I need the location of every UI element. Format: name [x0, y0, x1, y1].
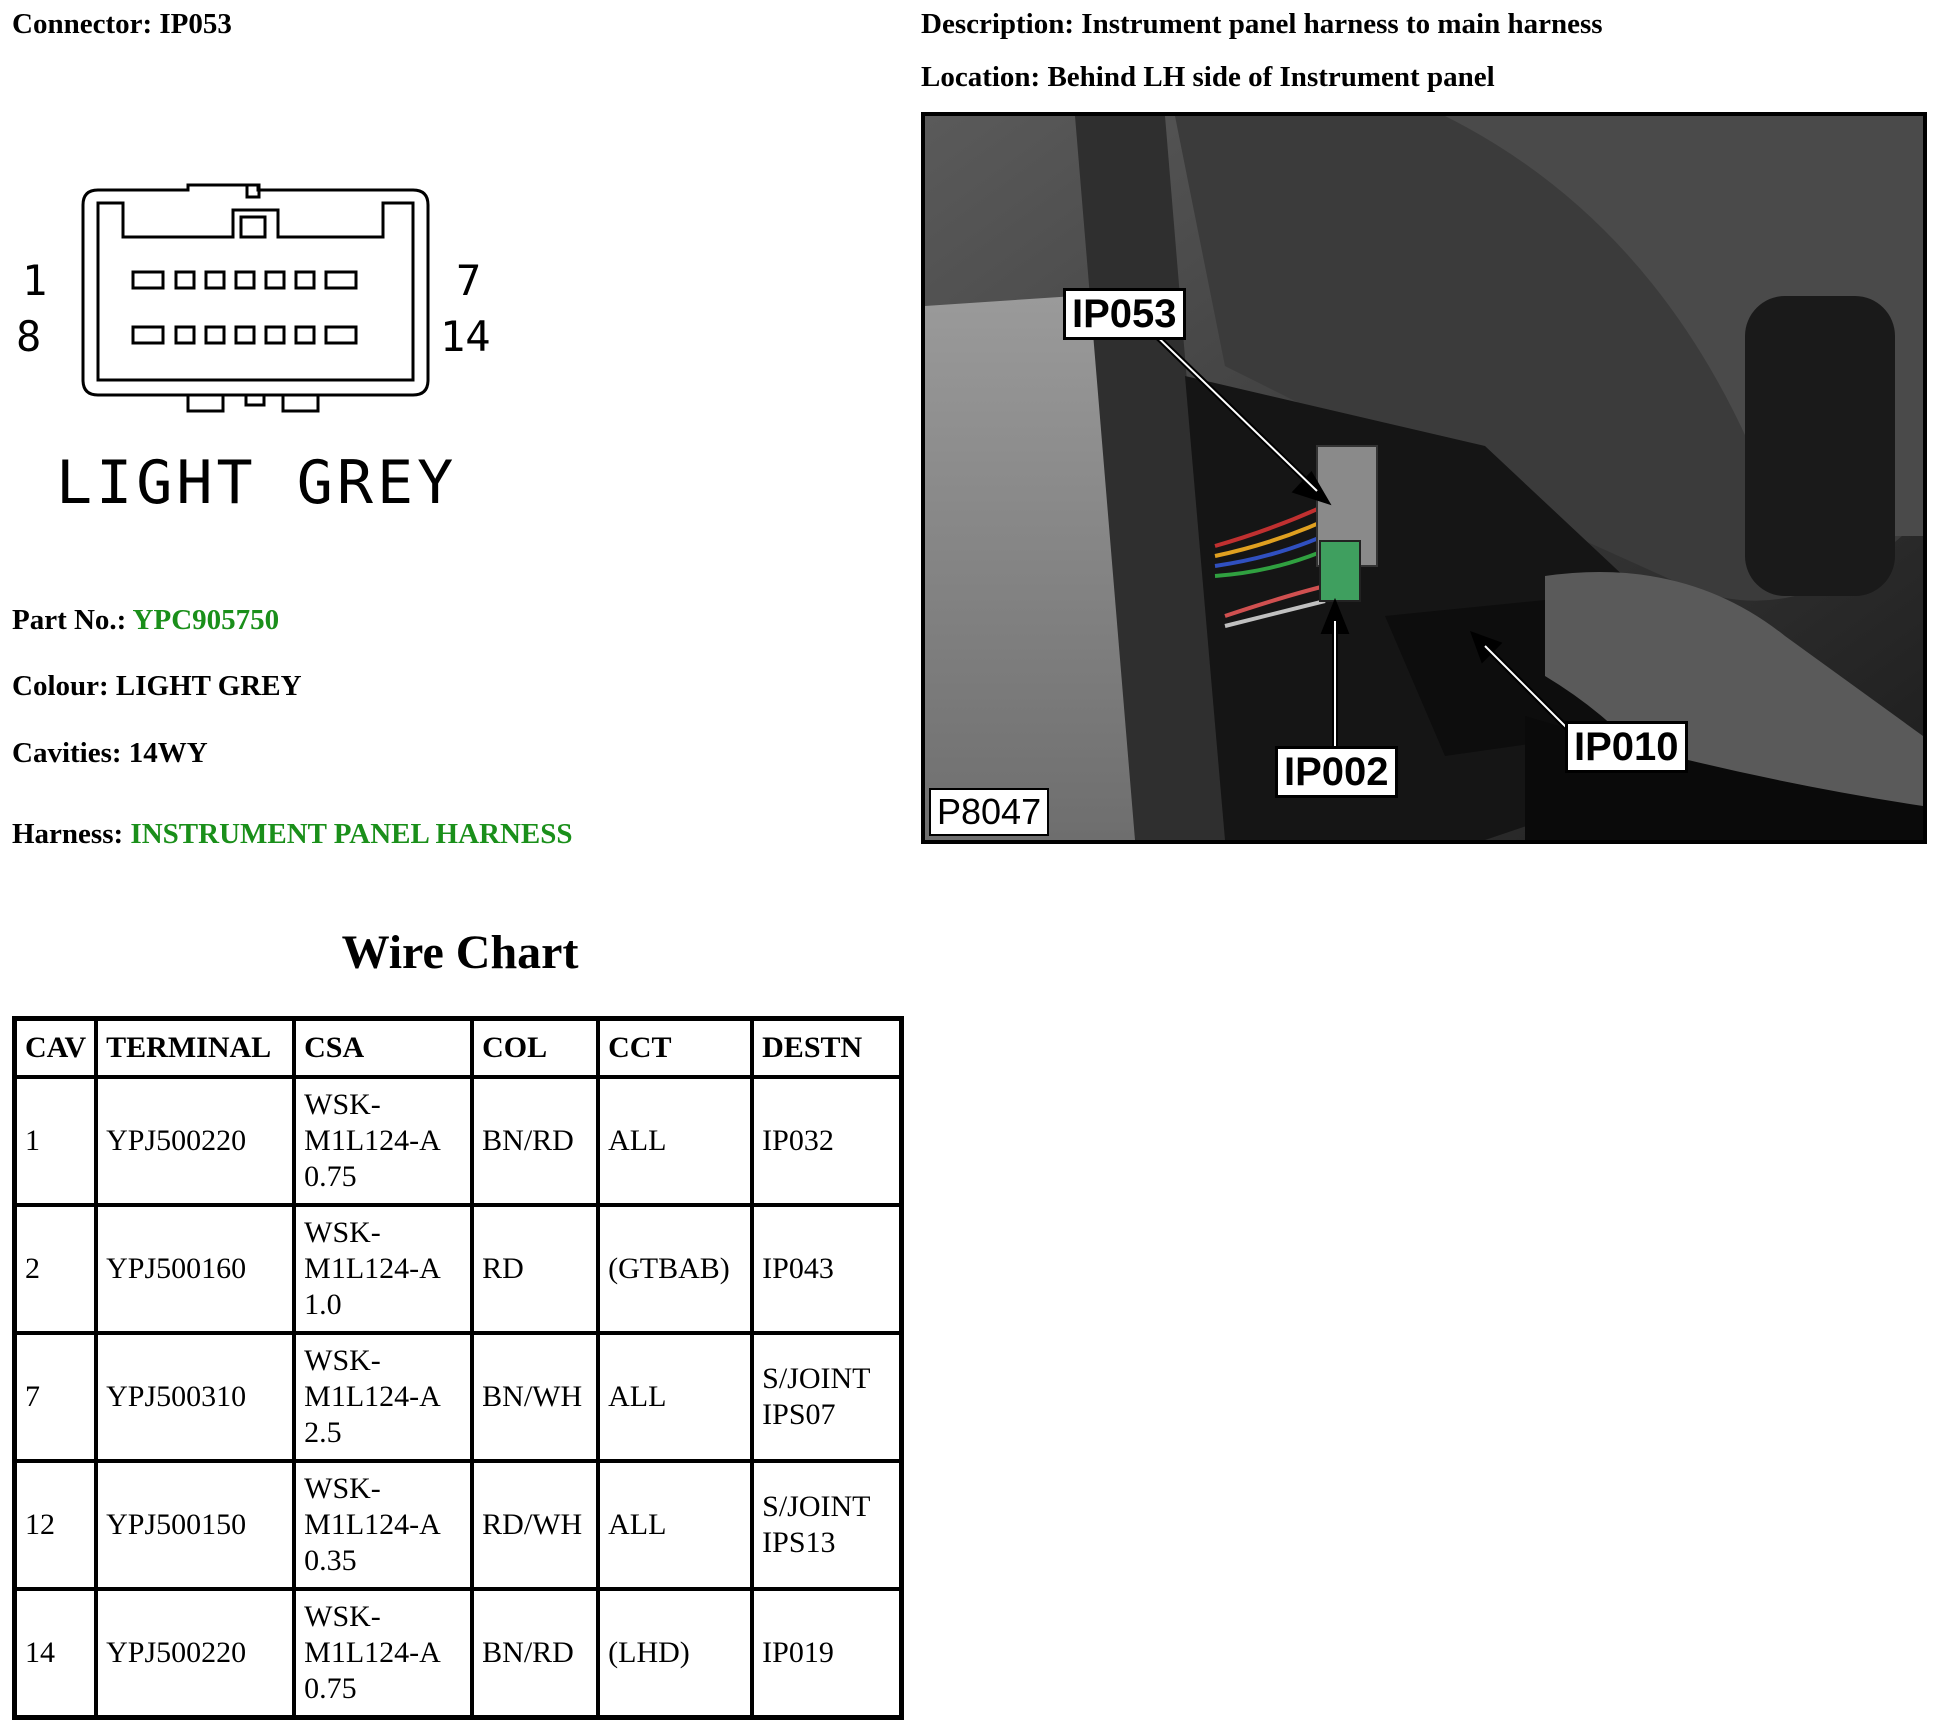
cell-terminal: YPJ500220 — [96, 1077, 294, 1205]
harness-link[interactable]: INSTRUMENT PANEL HARNESS — [130, 818, 573, 850]
col-header-col: COL — [472, 1019, 598, 1078]
table-row — [15, 1461, 902, 1589]
csa-line: M1L124-A — [304, 1636, 441, 1669]
table-header-row — [15, 1019, 902, 1078]
cell-col: BN/RD — [472, 1589, 598, 1718]
callout-ip010: IP010 — [1565, 721, 1688, 773]
cell-destn — [752, 1205, 901, 1333]
photo-illustration — [925, 116, 1923, 840]
colour-value: LIGHT GREY — [115, 670, 302, 702]
csa-line: M1L124-A — [304, 1380, 441, 1413]
cell-cct: (LHD) — [598, 1589, 752, 1718]
destn-line: S/JOINT — [762, 1362, 871, 1395]
cavities-value: 14WY — [128, 737, 208, 769]
csa-line: M1L124-A — [304, 1252, 441, 1285]
location-field — [921, 61, 1495, 94]
colour-label: Colour: — [12, 670, 109, 702]
destn-line: IP032 — [762, 1124, 834, 1157]
cell-destn — [752, 1461, 901, 1589]
part-no-link[interactable]: YPC905750 — [132, 604, 280, 636]
csa-line: M1L124-A — [304, 1124, 441, 1157]
pin-label-1: 1 — [22, 256, 48, 305]
col-header-terminal: TERMINAL — [96, 1019, 294, 1078]
csa-line: WSK- — [304, 1472, 381, 1505]
cavities-label: Cavities: — [12, 737, 122, 769]
cell-cct: ALL — [598, 1077, 752, 1205]
cell-terminal: YPJ500310 — [96, 1333, 294, 1461]
col-header-cct: CCT — [598, 1019, 752, 1078]
harness-label: Harness: — [12, 818, 124, 850]
destn-line: IP043 — [762, 1252, 834, 1285]
cell-cav: 1 — [15, 1077, 97, 1205]
connector-colour-caption: LIGHT GREY — [56, 448, 458, 518]
cell-col: RD/WH — [472, 1461, 598, 1589]
wire-chart-title: Wire Chart — [341, 926, 579, 979]
cell-destn — [752, 1589, 901, 1718]
callout-ip053: IP053 — [1063, 288, 1186, 340]
csa-line: M1L124-A — [304, 1508, 441, 1541]
csa-line: 0.75 — [304, 1672, 357, 1705]
csa-line: 0.75 — [304, 1160, 357, 1193]
cell-col: BN/WH — [472, 1333, 598, 1461]
connector-value: IP053 — [159, 8, 232, 40]
pin-label-7: 7 — [456, 256, 482, 305]
cavities-field — [12, 737, 208, 770]
table-row — [15, 1077, 902, 1205]
location-label: Location: — [921, 61, 1041, 93]
csa-line: WSK- — [304, 1600, 381, 1633]
location-value: Behind LH side of Instrument panel — [1047, 61, 1495, 93]
csa-line: 2.5 — [304, 1416, 342, 1449]
col-header-csa: CSA — [294, 1019, 472, 1078]
location-photo — [921, 112, 1927, 844]
photo-reference: P8047 — [929, 788, 1049, 836]
table-row — [15, 1205, 902, 1333]
cell-cct: ALL — [598, 1333, 752, 1461]
cell-cav: 12 — [15, 1461, 97, 1589]
description-label: Description: — [921, 8, 1075, 40]
pin-label-14: 14 — [440, 312, 491, 361]
destn-line: IPS13 — [762, 1526, 836, 1559]
description-value: Instrument panel harness to main harness — [1081, 8, 1603, 40]
table-row — [15, 1333, 902, 1461]
cell-terminal: YPJ500150 — [96, 1461, 294, 1589]
destn-line: IP019 — [762, 1636, 834, 1669]
cell-cav: 2 — [15, 1205, 97, 1333]
cell-csa — [294, 1077, 472, 1205]
cell-csa — [294, 1205, 472, 1333]
table-row — [15, 1589, 902, 1718]
connector-label: Connector: — [12, 8, 153, 40]
description-field — [921, 8, 1603, 41]
cell-cav: 14 — [15, 1589, 97, 1718]
part-no-label: Part No.: — [12, 604, 127, 636]
csa-line: 1.0 — [304, 1288, 342, 1321]
col-header-destn: DESTN — [752, 1019, 901, 1078]
cell-cct: (GTBAB) — [598, 1205, 752, 1333]
cell-terminal: YPJ500160 — [96, 1205, 294, 1333]
cell-cct: ALL — [598, 1461, 752, 1589]
cell-destn — [752, 1333, 901, 1461]
cell-cav: 7 — [15, 1333, 97, 1461]
csa-line: WSK- — [304, 1216, 381, 1249]
pin-label-8: 8 — [16, 312, 42, 361]
wire-chart-table — [12, 1016, 904, 1720]
col-header-cav: CAV — [15, 1019, 97, 1078]
callout-ip002: IP002 — [1275, 746, 1398, 798]
destn-line: S/JOINT — [762, 1490, 871, 1523]
colour-field — [12, 670, 302, 703]
part-no-field — [12, 604, 279, 637]
cell-col: RD — [472, 1205, 598, 1333]
csa-line: WSK- — [304, 1344, 381, 1377]
harness-field — [12, 818, 573, 851]
csa-line: WSK- — [304, 1088, 381, 1121]
cell-csa — [294, 1333, 472, 1461]
cell-col: BN/RD — [472, 1077, 598, 1205]
cell-destn — [752, 1077, 901, 1205]
destn-line: IPS07 — [762, 1398, 836, 1431]
cell-terminal: YPJ500220 — [96, 1589, 294, 1718]
connector-field — [12, 8, 232, 41]
csa-line: 0.35 — [304, 1544, 357, 1577]
cell-csa — [294, 1589, 472, 1718]
cell-csa — [294, 1461, 472, 1589]
